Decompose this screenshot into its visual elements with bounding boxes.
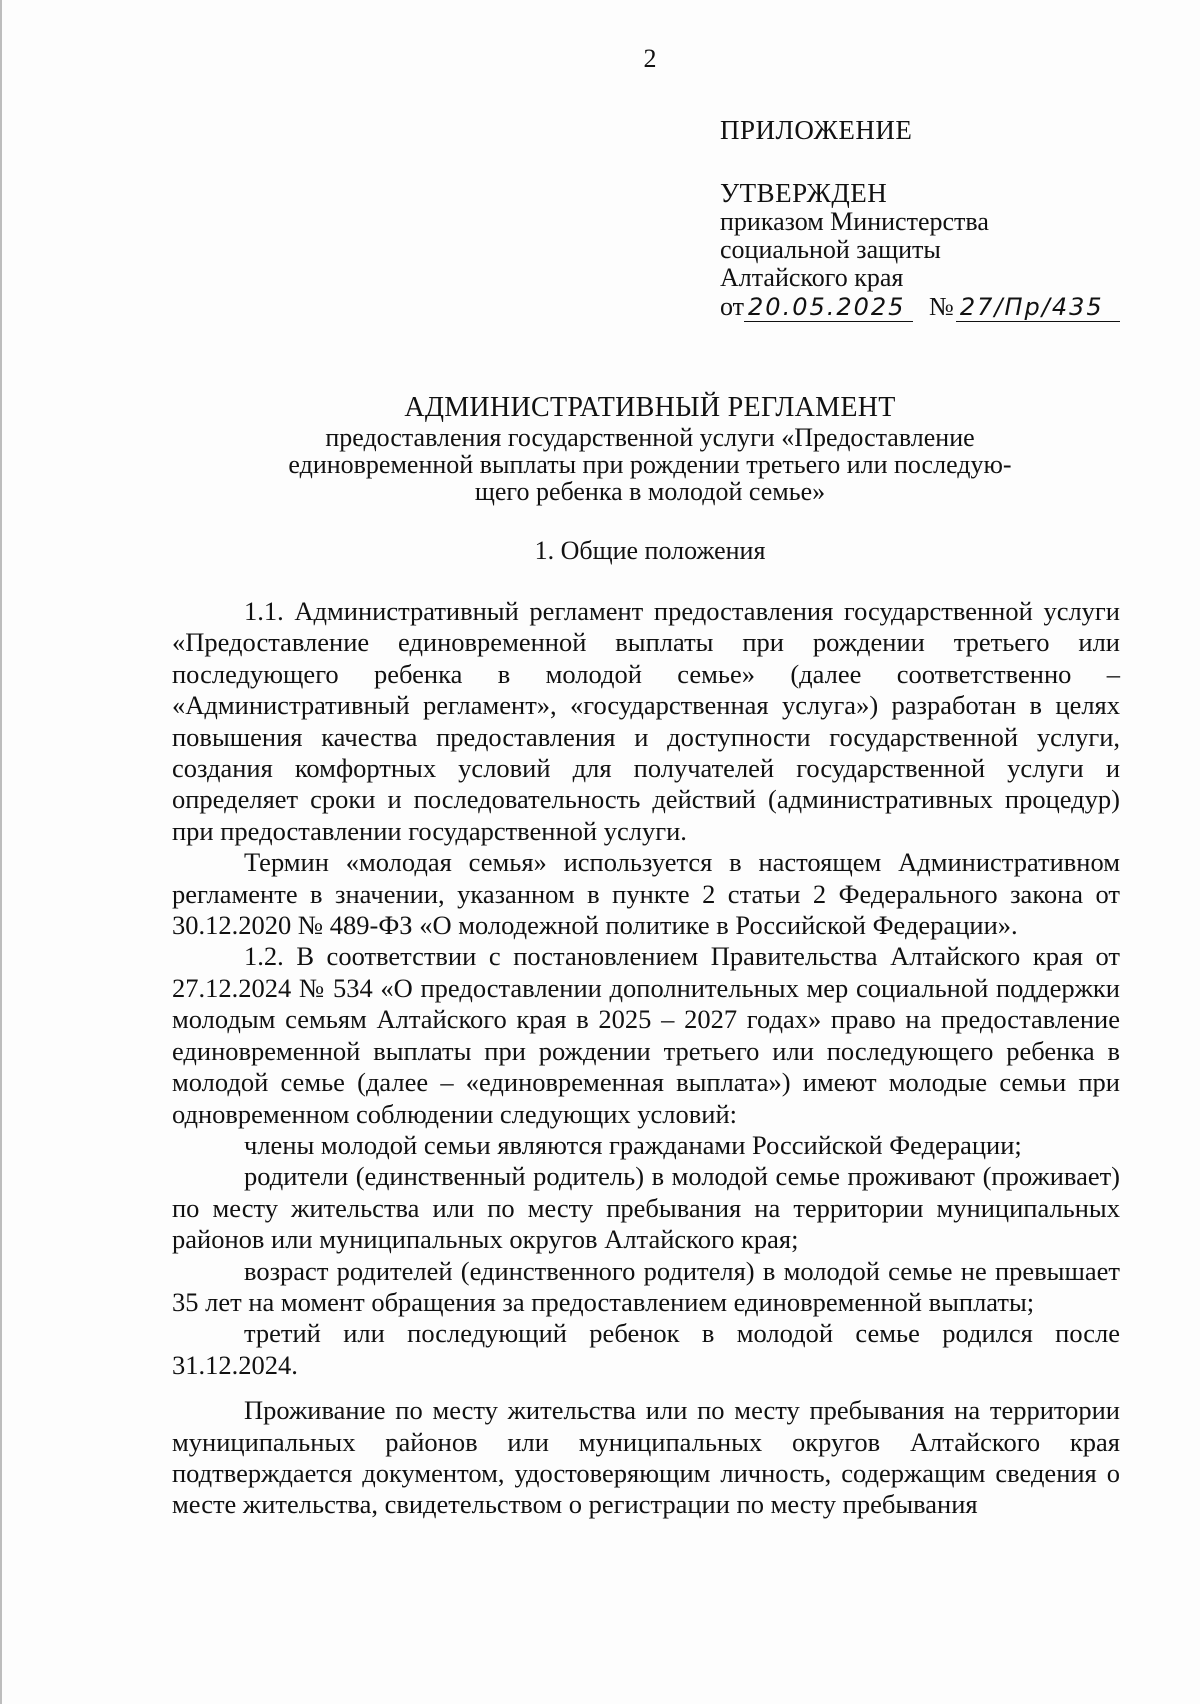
order-date-number-row [720, 292, 1140, 322]
scan-edge [0, 0, 2, 1704]
condition-age: возраст родителей (единственного родителя) в молодой семье не превышает 35 лет на момент обращения за предоставлением единовременной выплаты; [172, 1255, 1120, 1317]
section-heading: 1. Общие положения [534, 536, 766, 565]
condition-birth-date: третий или последующий ребенок в молодой семье родился после 31.12.2024. [172, 1318, 1120, 1380]
document-subtitle-line-1: предоставления государственной услуги «Предоставление [325, 423, 975, 452]
condition-citizenship: члены молодой семьи являются гражданами Российской Федерации; [244, 1129, 1022, 1160]
approval-line-3: Алтайского края [720, 263, 904, 292]
handwritten-date: 20.05.2025 [744, 293, 913, 322]
document-subtitle-line-3: щего ребенка в молодой семье» [474, 477, 826, 506]
paragraph-1-1: 1.1. Административный регламент предоставления государственной услуги «Предоставление единовременной выплаты при рождении третьего или последующего ребенка в молодой семье» (далее соответственно – «Административный регламент», «государственная услуга») разработан в целях повышения качества предоставления и доступности государственной услуги, создания комфортных условий для получателей государственной услуги и определяет сроки и последовательность действий (административных процедур) при предоставлении государственной услуги. [172, 596, 1120, 846]
approval-line-2: социальной защиты [720, 235, 941, 264]
document-title-block [240, 392, 1060, 505]
document-subtitle-line-2: единовременной выплаты при рождении третьего или последую- [288, 450, 1012, 479]
paragraph-1-2: 1.2. В соответствии с постановлением Правительства Алтайского края от 27.12.2024 № 534 «О предоставлении дополнительных мер социальной поддержки молодым семьям Алтайского края в 2025 – 2027 годах» право на предоставление единовременной выплаты при рождении третьего или последующего ребенка в молодой семье (далее – «единовременная выплата») имеют молодые семьи при одновременном соблюдении следующих условий: [172, 941, 1120, 1129]
document-body [172, 596, 1120, 1521]
appendix-label: ПРИЛОЖЕНИЕ [720, 115, 913, 145]
approval-block [720, 114, 1140, 322]
condition-residence: родители (единственный родитель) в молодой семье проживают (проживает) по месту жительства или по месту пребывания на территории муниципальных районов или муниципальных округов Алтайского края; [172, 1161, 1120, 1255]
number-label: № [929, 292, 954, 321]
document-title: АДМИНИСТРАТИВНЫЙ РЕГЛАМЕНТ [404, 392, 896, 423]
approval-line-1: приказом Министерства [720, 207, 989, 236]
approved-label: УТВЕРЖДЕН [720, 178, 888, 208]
from-label: от [720, 292, 745, 321]
paragraph-term: Термин «молодая семья» используется в настоящем Административном регламенте в значении, указанном в пункте 2 статьи 2 Федерального закона от 30.12.2020 № 489-ФЗ «О молодежной политике в Российской Федерации». [172, 847, 1120, 941]
paragraph-residence-proof: Проживание по месту жительства или по месту пребывания на территории муниципальных районов или муниципальных округов Алтайского края подтверждается документом, удостоверяющим личность, содержащим сведения о месте жительства, свидетельством о регистрации по месту пребывания [172, 1395, 1120, 1520]
page-number: 2 [643, 44, 657, 73]
handwritten-order-number: 27/Пр/435 [956, 293, 1120, 322]
